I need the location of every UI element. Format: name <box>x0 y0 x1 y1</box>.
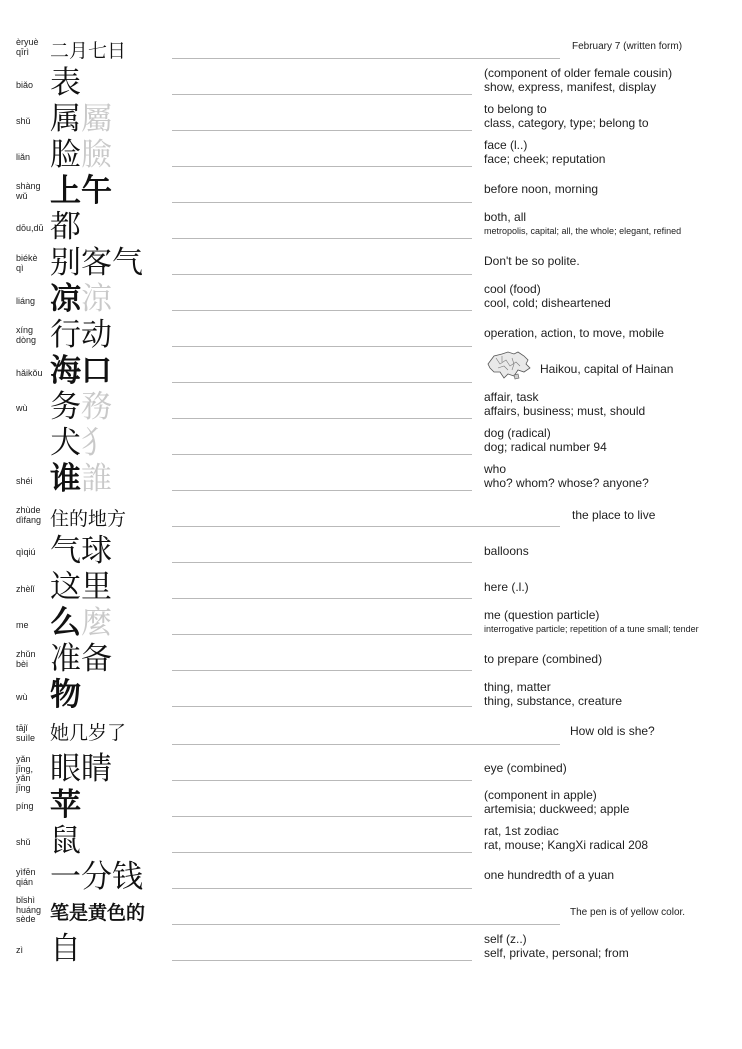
definition-primary: here (.l.) <box>484 580 529 594</box>
definition <box>484 608 736 636</box>
definition-primary: to prepare (combined) <box>484 652 603 666</box>
hanzi <box>50 678 81 712</box>
hanzi <box>50 210 81 244</box>
definition <box>484 210 736 238</box>
hanzi <box>50 932 81 966</box>
pinyin: zhèlǐ <box>16 584 35 594</box>
definition <box>570 724 742 738</box>
simplified: 凉 <box>50 281 81 317</box>
pinyin: hǎikǒu <box>16 368 43 378</box>
definition-primary: me (question particle) <box>484 608 600 622</box>
pinyin: biǎo <box>16 80 34 90</box>
writing-line <box>172 454 472 455</box>
definition-secondary: artemisia; duckweed; apple <box>484 802 630 816</box>
writing-line <box>172 888 472 889</box>
simplified: 物 <box>50 677 81 713</box>
pinyin: liǎn <box>16 152 31 162</box>
definition-primary: balloons <box>484 544 529 558</box>
writing-line <box>172 562 472 563</box>
definition-secondary: thing, substance, creature <box>484 694 623 708</box>
writing-line <box>172 634 472 635</box>
simplified: 犬 <box>50 425 81 461</box>
definition-primary: to belong to <box>484 102 547 116</box>
hanzi <box>50 570 112 604</box>
definition-primary: (component in apple) <box>484 788 597 802</box>
definition-secondary: dog; radical number 94 <box>484 440 607 454</box>
hanzi <box>50 102 112 136</box>
pinyin: yìfēn qián <box>16 867 36 887</box>
pinyin: shǔ <box>16 837 31 847</box>
pinyin: liáng <box>16 296 36 306</box>
definition <box>484 824 736 852</box>
pinyin: yǎn jīng, yǎn jīng <box>16 754 34 793</box>
hanzi: 笔是黄色的 <box>50 902 146 924</box>
hanzi <box>50 752 112 786</box>
writing-line <box>172 310 472 311</box>
simplified: 自 <box>50 931 81 967</box>
pinyin: èryuè qīrì <box>16 37 39 57</box>
definition-secondary: self, private, personal; from <box>484 946 629 960</box>
definition <box>540 362 742 376</box>
definition <box>484 544 736 558</box>
definition-primary: Haikou, capital of Hainan <box>540 362 674 376</box>
definition <box>484 761 736 775</box>
definition-secondary: rat, mouse; KangXi radical 208 <box>484 838 649 852</box>
pinyin: píng <box>16 801 34 811</box>
pinyin: xíng dòng <box>16 325 37 345</box>
hanzi <box>50 534 112 568</box>
definition-primary: How old is she? <box>570 724 655 738</box>
simplified: 表 <box>50 65 81 101</box>
writing-line <box>172 94 472 95</box>
definition-primary: who <box>484 462 507 476</box>
simplified: 海口 <box>50 353 112 389</box>
definition <box>484 138 736 166</box>
writing-line <box>172 780 472 781</box>
simplified: 气球 <box>50 533 112 569</box>
definition-primary: self (z..) <box>484 932 527 946</box>
hanzi <box>50 354 112 388</box>
hanzi <box>50 606 112 640</box>
pinyin: zhùde dìfang <box>16 505 42 525</box>
definition <box>484 580 736 594</box>
hanzi <box>50 66 81 100</box>
definition <box>484 788 736 816</box>
definition <box>484 652 736 666</box>
definition-primary: eye (combined) <box>484 761 567 775</box>
hanzi <box>50 246 143 280</box>
definition <box>484 462 736 490</box>
writing-line <box>172 670 472 671</box>
definition-primary: before noon, morning <box>484 182 599 196</box>
definition-primary: cool (food) <box>484 282 541 296</box>
definition-primary: The pen is of yellow color. <box>570 907 686 918</box>
simplified: 上午 <box>50 173 112 209</box>
definition-secondary: class, category, type; belong to <box>484 116 649 130</box>
hanzi <box>50 426 112 460</box>
pinyin: shàng wǔ <box>16 181 41 201</box>
hanzi <box>50 788 81 822</box>
simplified: 谁 <box>50 461 81 497</box>
writing-line <box>172 960 472 961</box>
writing-line <box>172 598 472 599</box>
writing-line <box>172 202 472 203</box>
pinyin: wù <box>16 403 28 413</box>
definition-secondary: who? whom? whose? anyone? <box>484 476 649 490</box>
definition <box>570 906 742 920</box>
definition-primary: face (l..) <box>484 138 528 152</box>
writing-line <box>172 274 472 275</box>
definition-primary: one hundredth of a yuan <box>484 868 615 882</box>
hanzi <box>50 390 112 424</box>
simplified: 准备 <box>50 641 112 677</box>
pinyin: shéi <box>16 476 33 486</box>
writing-line <box>172 346 472 347</box>
hanzi <box>50 318 112 352</box>
writing-line <box>172 852 472 853</box>
hainan-map-icon <box>484 350 534 380</box>
writing-line <box>172 130 472 131</box>
hanzi: 二月七日 <box>50 40 127 62</box>
writing-line <box>172 418 472 419</box>
definition <box>484 182 736 196</box>
pinyin: shǔ <box>16 116 31 126</box>
simplified: 这里 <box>50 569 112 605</box>
pinyin: me <box>16 620 29 630</box>
definition-secondary: show, express, manifest, display <box>484 80 657 94</box>
definition-primary: affair, task <box>484 390 539 404</box>
definition-secondary: cool, cold; disheartened <box>484 296 611 310</box>
definition-primary: February 7 (written form) <box>572 41 683 52</box>
writing-line <box>172 924 560 925</box>
pinyin: dōu,dū <box>16 223 44 233</box>
hanzi <box>50 462 112 496</box>
definition-primary: thing, matter <box>484 680 551 694</box>
definition-secondary: face; cheek; reputation <box>484 152 606 166</box>
hanzi: 她几岁了 <box>50 722 127 744</box>
definition <box>572 508 742 522</box>
pinyin: qìqiú <box>16 547 36 557</box>
pinyin: biékè qì <box>16 253 38 273</box>
definition <box>484 102 736 130</box>
writing-line <box>172 238 472 239</box>
pinyin: bǐshì huáng sède <box>16 895 42 924</box>
hanzi <box>50 174 112 208</box>
hanzi <box>50 642 112 676</box>
hanzi <box>50 860 143 894</box>
traditional: 涼 <box>81 281 112 317</box>
definition-primary: the place to live <box>572 508 656 522</box>
definition <box>484 66 736 94</box>
simplified: 都 <box>50 209 81 245</box>
definition <box>484 680 736 708</box>
definition-primary: operation, action, to move, mobile <box>484 326 665 340</box>
hanzi <box>50 824 81 858</box>
pinyin: wù <box>16 692 28 702</box>
definition-secondary: metropolis, capital; all, the whole; elegant, refined <box>484 226 682 236</box>
writing-line <box>172 706 472 707</box>
hanzi <box>50 282 112 316</box>
hanzi <box>50 138 112 172</box>
definition <box>484 426 736 454</box>
writing-line <box>172 526 560 527</box>
definition-secondary: affairs, business; must, should <box>484 404 646 418</box>
pinyin: zhǔn bèi <box>16 649 36 669</box>
simplified: 脸 <box>50 137 81 173</box>
simplified: 行动 <box>50 317 112 353</box>
simplified: 务 <box>50 389 81 425</box>
simplified: 别客气 <box>50 245 143 281</box>
definition <box>572 40 742 54</box>
simplified: 属 <box>50 101 81 137</box>
definition-primary: both, all <box>484 210 527 224</box>
definition <box>484 868 736 882</box>
writing-line <box>172 58 560 59</box>
traditional: 麼 <box>81 605 112 641</box>
pinyin: tājǐ suìle <box>16 723 36 743</box>
simplified: 苹 <box>50 787 81 823</box>
writing-line <box>172 816 472 817</box>
traditional: 務 <box>81 389 112 425</box>
definition <box>484 932 736 960</box>
definition-primary: dog (radical) <box>484 426 551 440</box>
writing-line <box>172 382 472 383</box>
definition-primary: (component of older female cousin) <box>484 66 673 80</box>
traditional: 誰 <box>81 461 112 497</box>
traditional: 屬 <box>81 101 112 137</box>
traditional: 犭 <box>81 425 112 461</box>
simplified: 鼠 <box>50 823 81 859</box>
pinyin: zì <box>16 945 24 955</box>
hanzi: 住的地方 <box>50 508 127 530</box>
definition <box>484 326 736 340</box>
writing-line <box>172 166 472 167</box>
definition-secondary: interrogative particle; repetition of a tune small; tender <box>484 624 699 634</box>
simplified: 一分钱 <box>50 859 143 895</box>
writing-line <box>172 490 472 491</box>
traditional: 臉 <box>81 137 112 173</box>
definition-primary: Don't be so polite. <box>484 254 580 268</box>
simplified: 眼睛 <box>50 751 112 787</box>
writing-line <box>172 744 560 745</box>
definition <box>484 390 736 418</box>
simplified: 么 <box>50 605 81 641</box>
definition <box>484 254 736 268</box>
definition-primary: rat, 1st zodiac <box>484 824 559 838</box>
definition <box>484 282 736 310</box>
